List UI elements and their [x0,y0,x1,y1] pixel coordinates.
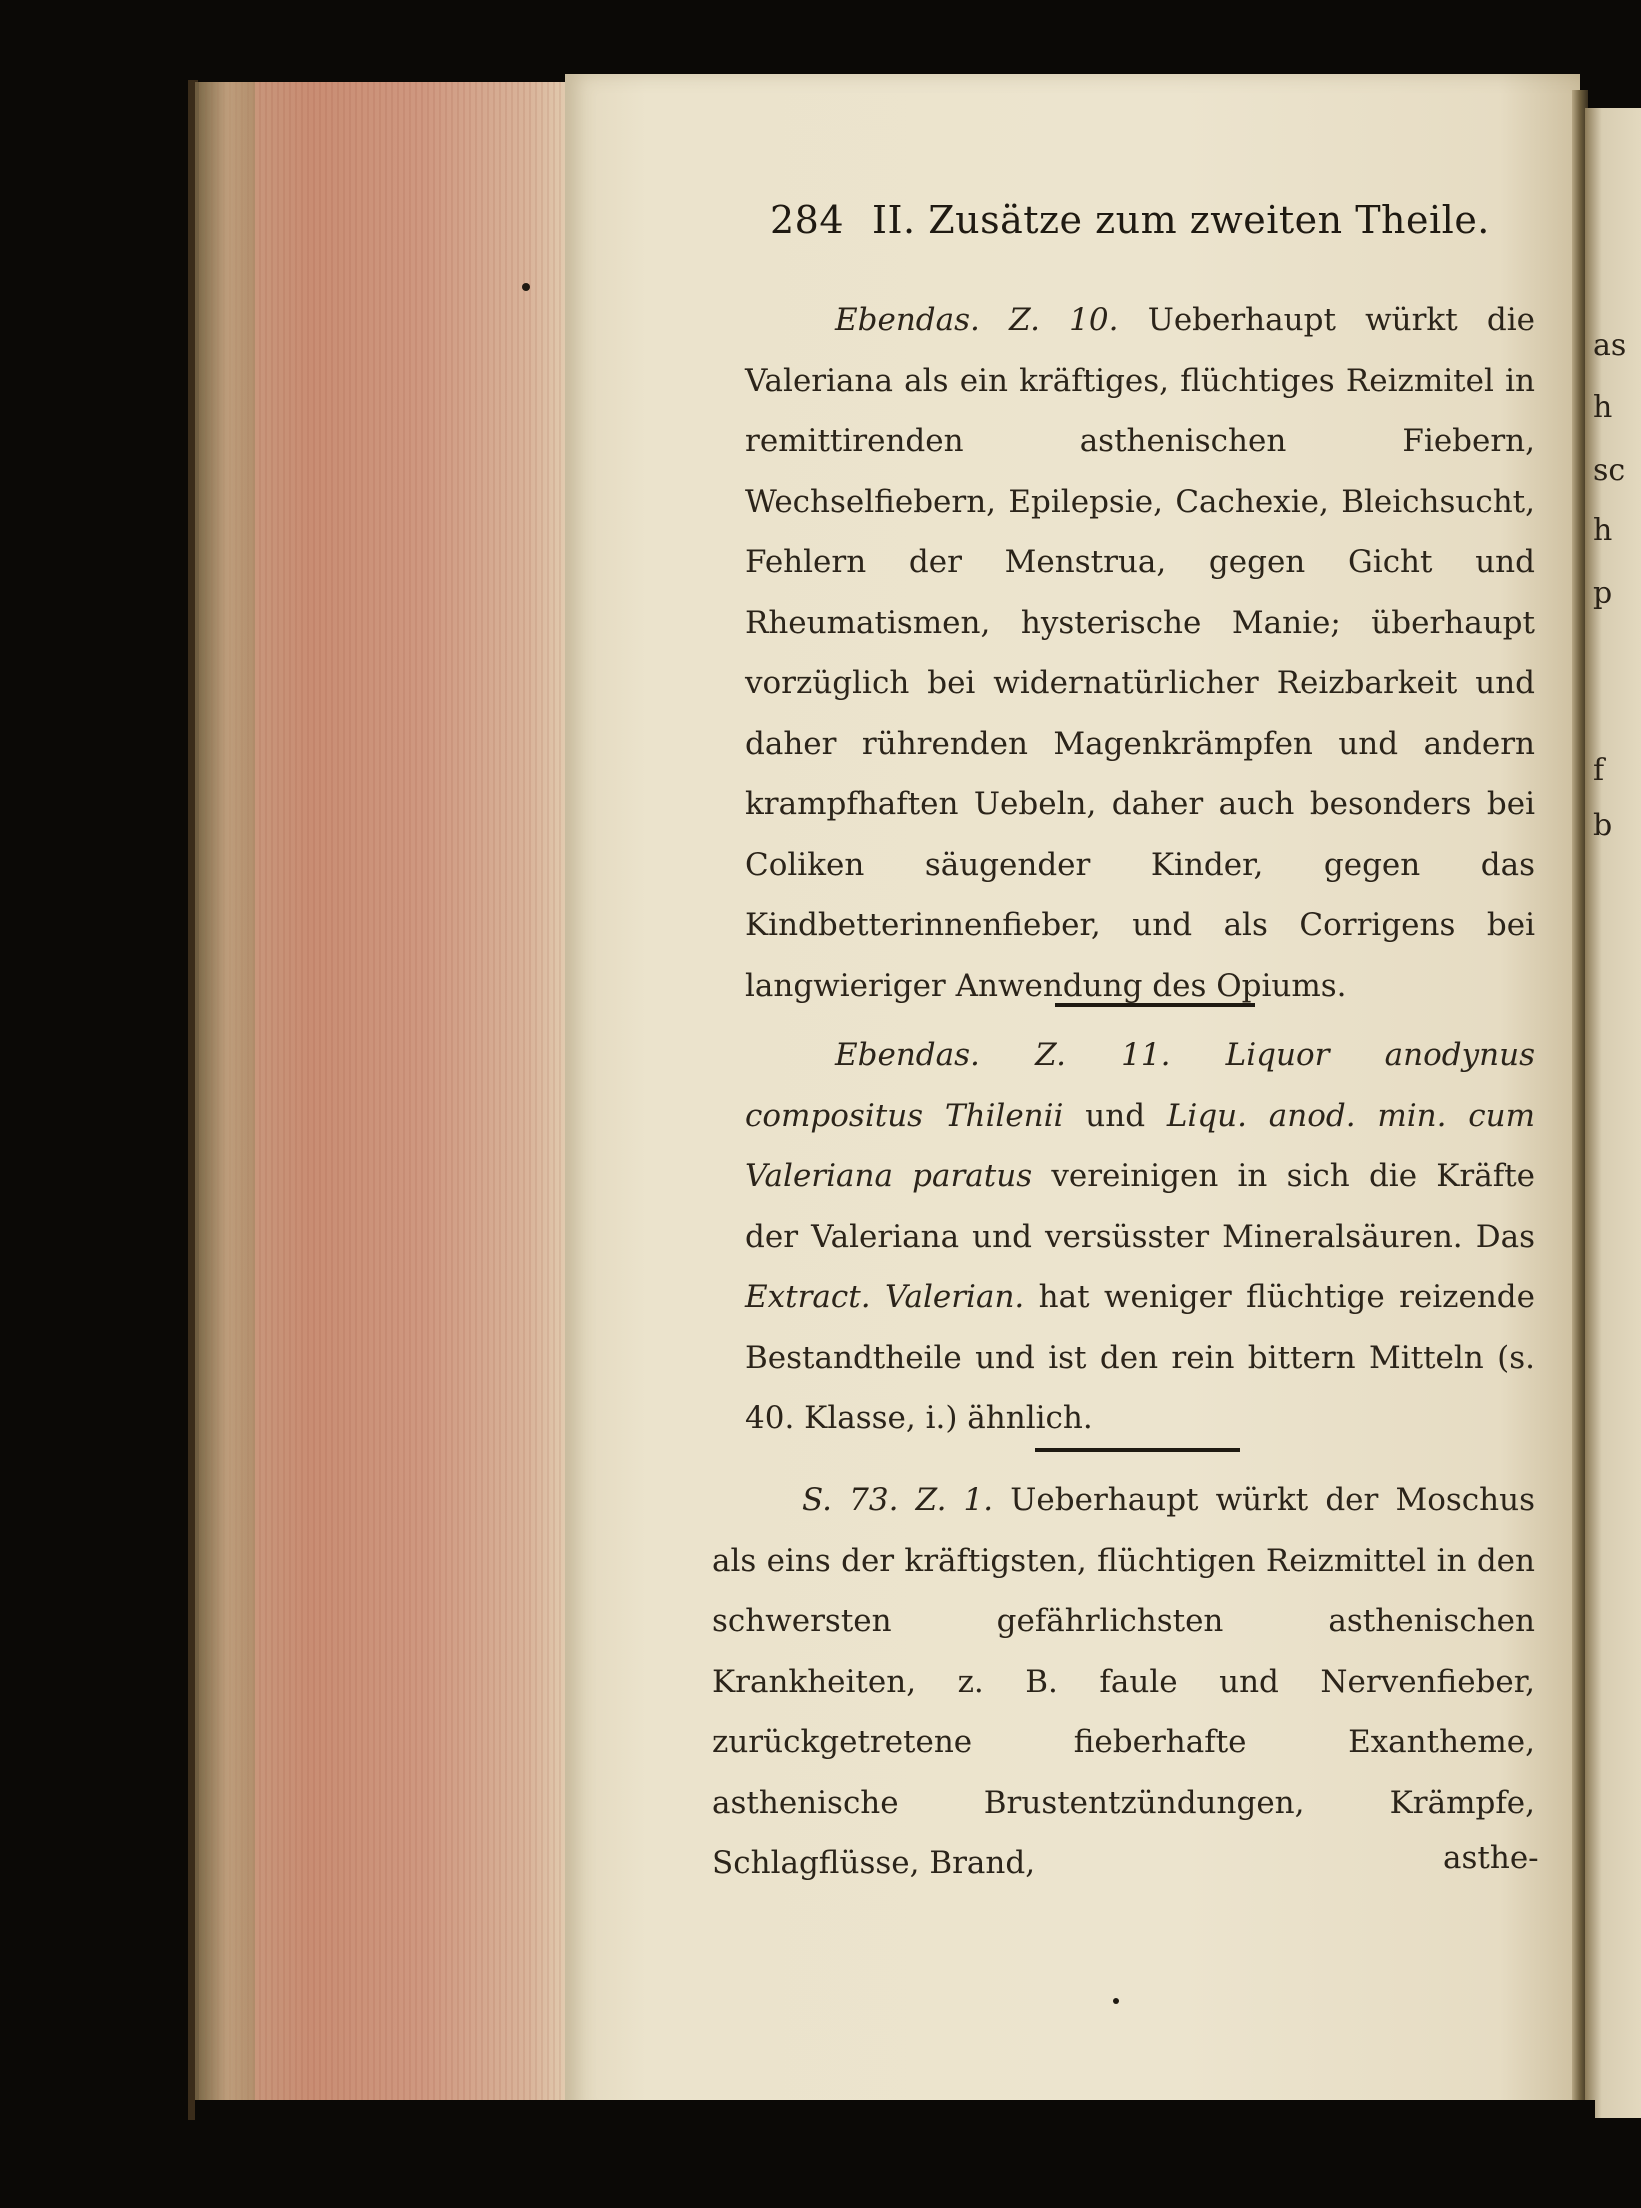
paragraph-ref: S. 73. Z. 1. [802,1482,994,1518]
page-number: 284 [770,198,845,242]
next-page-fragment: b [1593,808,1613,843]
running-title: II. Zusätze zum zweiten Theile. [872,198,1490,242]
next-page-fragment: h [1593,390,1613,425]
next-page-fragment: p [1593,576,1613,611]
paragraph-text: vereinigen in sich die Kräfte der Valeriana und versüsster Mineralsäuren. Das [745,1158,1536,1255]
catchword: asthe- [1443,1840,1539,1876]
paragraph-text: Ueberhaupt würkt der Moschus als eins der kräftigsten, flüchtigen Reizmittel in den schwersten gefährlichsten asthenischen Krankheiten, z. B. faule und Nervenfieber, zurückgetretene fieberhafte Exantheme, asthenische Brustentzündungen, Krämpfe, Schlagflüsse, Brand, [712,1482,1536,1881]
paragraph-liquor [745,1025,1535,1449]
paragraph-valeriana [745,290,1535,1016]
paragraph-text: und [1085,1097,1146,1134]
page-edge-shade [195,82,255,2117]
next-page-glimpse [1585,108,1641,2118]
paragraph-body [712,1470,1535,1894]
next-page-fragment: sc [1593,453,1626,488]
paragraph-text: hat weniger flüchtige reizende Bestandtheile und ist den rein bittern Mitteln (s. 40. Klasse, i.) ähnlich. [745,1279,1535,1436]
paragraph-italic: Extract. Valerian. [745,1279,1025,1315]
next-page-fragment: h [1593,513,1613,548]
section-rule [1035,1448,1240,1452]
running-head [770,198,1490,242]
background-shadow [195,2100,1595,2208]
paragraph-ref: Ebendas. Z. 11. [835,1037,1171,1073]
paragraph-ref: Ebendas. Z. 10. [835,302,1119,338]
paragraph-body [745,290,1535,1016]
next-page-fragment: as [1593,328,1627,363]
paragraph-text: Ueberhaupt würkt die Valeriana als ein kräftiges, flüchtiges Reizmitel in remittirenden asthenischen Fiebern, Wechselfiebern, Epilepsie, Cachexie, Bleichsucht, Fehlern der Menstrua, gegen Gicht und Rheumatismen, hysterische Manie; überhaupt vorzüglich bei widernatürlicher Reizbarkeit und daher rührenden Magenkrämpfen und andern krampfhaften Uebeln, daher auch besonders bei Coliken säugender Kinder, gegen das Kindbetterinnenfieber, und als Corrigens bei langwieriger Anwendung des Opiums. [745,302,1536,1004]
paragraph-moschus [712,1470,1535,1894]
paragraph-italic: Liqu. anod. min. cum Valeriana paratus [745,1097,1535,1194]
paragraph-body [745,1025,1535,1449]
ink-speck [522,283,530,291]
next-page-fragment: f [1593,753,1605,788]
section-rule [1055,1003,1255,1007]
paragraph-italic: Liquor anodynus compositus Thilenii [745,1037,1535,1134]
ink-speck [1113,1998,1119,2004]
